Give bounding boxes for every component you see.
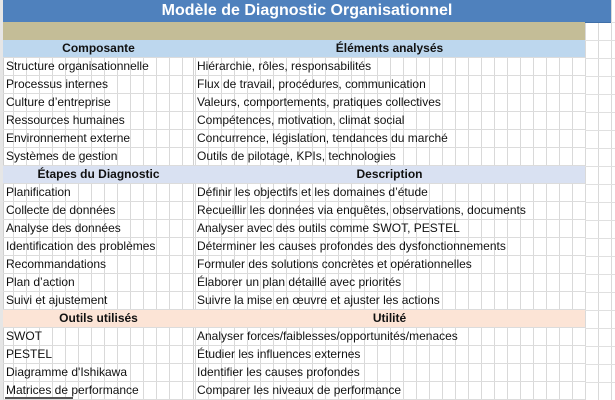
cell-etape[interactable]: Plan d’action [3, 274, 194, 291]
decorative-band-row[interactable] [3, 22, 585, 40]
cell-utilite[interactable]: Identifier les causes profondes [197, 365, 360, 379]
sheet-title[interactable]: Modèle de Diagnostic Organisationnel [3, 0, 611, 23]
cell-utilite[interactable]: Analyser forces/faiblesses/opportunités/menaces [197, 329, 458, 343]
cell-composante[interactable]: Systèmes de gestion [3, 148, 194, 165]
header-elements-analyses[interactable]: Éléments analysés [335, 41, 444, 55]
table-row[interactable] [3, 238, 585, 256]
table-row[interactable] [3, 292, 585, 310]
cell-elements[interactable]: Flux de travail, procédures, communication [197, 77, 426, 91]
section-header-etapes[interactable] [3, 166, 585, 184]
table-row[interactable] [3, 364, 585, 382]
cell-description[interactable]: Suivre la mise en œuvre et ajuster les actions [197, 293, 440, 307]
cell-elements[interactable]: Hiérarchie, rôles, responsabilités [197, 59, 372, 73]
table-row[interactable] [3, 58, 585, 76]
table-row[interactable] [3, 112, 585, 130]
cell-etape[interactable]: Planification [3, 184, 194, 201]
cell-description[interactable]: Recueillir les données via enquêtes, observations, documents [197, 203, 526, 217]
cell-outil[interactable]: Diagramme d'Ishikawa [3, 364, 194, 381]
cell-utilite[interactable]: Étudier les influences externes [197, 347, 361, 361]
header-etapes[interactable]: Étapes du Diagnostic [37, 167, 160, 181]
table-row[interactable] [3, 184, 585, 202]
section-header-composante[interactable] [3, 40, 585, 58]
table-row[interactable] [3, 148, 585, 166]
diagnostic-table [3, 40, 585, 400]
cell-etape[interactable]: Identification des problèmes [3, 238, 194, 255]
table-row[interactable] [3, 220, 585, 238]
divider [5, 397, 73, 399]
cell-elements[interactable]: Concurrence, législation, tendances du marché [197, 131, 448, 145]
header-outils[interactable]: Outils utilisés [59, 311, 138, 325]
cell-composante[interactable]: Culture d’entreprise [3, 94, 194, 111]
cell-outil[interactable]: PESTEL [3, 346, 194, 363]
cell-etape[interactable]: Recommandations [3, 256, 194, 273]
cell-outil[interactable]: SWOT [3, 328, 194, 345]
cell-composante[interactable]: Ressources humaines [3, 112, 194, 129]
cell-etape[interactable]: Collecte de données [3, 202, 194, 219]
table-row[interactable] [3, 382, 585, 400]
empty-grid-cells[interactable] [585, 22, 615, 400]
table-row[interactable] [3, 94, 585, 112]
cell-description[interactable]: Formuler des solutions concrètes et opérationnelles [197, 257, 472, 271]
cell-outil[interactable]: Matrices de performance [3, 382, 194, 399]
cell-elements[interactable]: Compétences, motivation, climat social [197, 113, 405, 127]
table-row[interactable] [3, 256, 585, 274]
table-row[interactable] [3, 202, 585, 220]
cell-description[interactable]: Analyser avec des outils comme SWOT, PESTEL [197, 221, 460, 235]
table-row[interactable] [3, 346, 585, 364]
cell-description[interactable]: Élaborer un plan détaillé avec priorités [197, 275, 402, 289]
table-row[interactable] [3, 274, 585, 292]
cell-etape[interactable]: Suivi et ajustement [3, 292, 194, 309]
cell-elements[interactable]: Outils de pilotage, KPIs, technologies [197, 149, 396, 163]
table-row[interactable] [3, 76, 585, 94]
header-utilite[interactable]: Utilité [372, 311, 407, 325]
cell-elements[interactable]: Valeurs, comportements, pratiques collectives [197, 95, 441, 109]
cell-description[interactable]: Déterminer les causes profondes des dysfonctionnements [197, 239, 506, 253]
table-row[interactable] [3, 130, 585, 148]
header-composante[interactable]: Composante [62, 41, 135, 55]
table-row[interactable] [3, 328, 585, 346]
section-header-outils[interactable] [3, 310, 585, 328]
cell-composante[interactable]: Environnement externe [3, 130, 194, 147]
cell-etape[interactable]: Analyse des données [3, 220, 194, 237]
header-description[interactable]: Description [356, 167, 423, 181]
cell-description[interactable]: Définir les objectifs et les domaines d’étude [197, 185, 428, 199]
cell-composante[interactable]: Processus internes [3, 76, 194, 93]
cell-composante[interactable]: Structure organisationnelle [3, 58, 194, 75]
cell-utilite[interactable]: Comparer les niveaux de performance [197, 383, 402, 397]
